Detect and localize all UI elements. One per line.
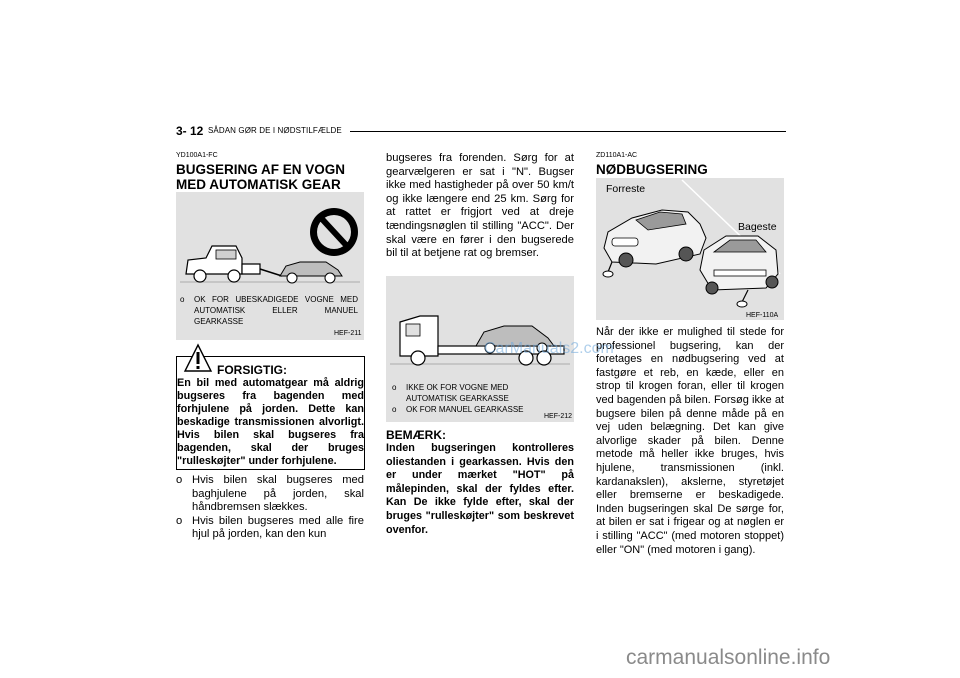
label-front: Forreste — [606, 183, 646, 195]
bullet-item: o Hvis bilen bugseres med alle fire hjul på jorden, kan den kun — [176, 514, 364, 541]
figure-id: HEF-212 — [544, 413, 573, 420]
car-front-rear-illustration — [596, 178, 784, 320]
figure-id: HEF-211 — [334, 330, 362, 337]
figure-hef-211 — [176, 192, 364, 340]
bullet-list — [176, 474, 364, 542]
figure-hef-110a — [596, 178, 784, 320]
section-heading: NØDBUGSERING — [596, 162, 708, 177]
figure-caption: OK FOR UBESKADIGEDE VOGNE MED AUTOMATISK ELLER MANUEL GEARKASSE — [194, 295, 358, 326]
bullet-item: o Hvis bilen skal bugseres med baghjulene på jorden, skal håndbremsen slækkes. — [176, 474, 364, 514]
header-rule — [350, 131, 786, 132]
watermark-footer: carmanualsonline.info — [626, 646, 831, 669]
figure-caption-line2: OK FOR MANUEL GEARKASSE — [406, 405, 524, 414]
label-rear: Bageste — [738, 221, 777, 233]
caution-text: En bil med automatgear må aldrig bugseres fra bagenden med forhjulene på jorden. Dette kan beskadige transmissionen alvorligt. Hvis bilen skal bugseres fra bagenden, skal der bruges "rulleskøjter" under forhjulene. — [177, 377, 364, 467]
emergency-towing-text: Når der ikke er mulighed til stede for professionel bugsering, kan der foretages en nødbugsering ved at fastgøre et reb, en kæde, eller en strop til krogen foran, eller til krogen ved bagenden på bilen. Forsøg ikke at bugsere bilen på denne måde på en vej uden belægning. Det kan give alvorlige skader på bilen. Denne metode må heller ikke bruges, hvis hjulene, transmissionen (inkl. kardanakslen), akslerne, styretøjet eller bremserne er beskadigede. Inden bugseringen skal De sørge for, at bilen er sat i frigear og at nøglen er i stilling "ACC" (med motoren stoppet) eller "ON" (med motoren i gang). — [596, 326, 784, 556]
section-code: ZD110A1-AC — [596, 152, 638, 159]
caution-title: FORSIGTIG: — [217, 363, 287, 377]
section-code: YD100A1-FC — [176, 152, 218, 159]
figure-caption-mark: o — [392, 405, 397, 414]
figure-caption-line1: IKKE OK FOR VOGNE MED AUTOMATISK GEARKASSE — [406, 383, 509, 403]
figure-caption-mark: o — [180, 295, 185, 304]
caution-box — [176, 356, 365, 470]
continued-text: bugseres fra forenden. Sørg for at gearvælgeren er sat i "N". Bugser ikke med hastigheder på over 50 km/t og ikke længere end 25 km. Sørg for at rattet er frigjort ved at dreje tændingsnøglen til stilling "ACC". Der skal være en fører i den bugserede bil til at betjene rat og bremser. — [386, 152, 574, 260]
page-number: 3- 12 — [176, 124, 204, 138]
running-header: SÅDAN GØR DE I NØDSTILFÆLDE — [208, 126, 342, 135]
warning-triangle-icon — [183, 343, 213, 373]
figure-id: HEF-110A — [746, 312, 779, 319]
watermark-mid: CarManuals2.com — [484, 340, 614, 357]
figure-caption-mark: o — [392, 383, 397, 392]
note-text: Inden bugseringen kontrolleres oliestanden i gearkassen. Hvis den er under mærket "HOT" på målepinden, skal der fyldes efter. Kan De ikke fylde efter, skal der bruges "rulleskøjter" som beskrevet ovenfor. — [386, 442, 574, 536]
section-heading: BUGSERING AF EN VOGN MED AUTOMATISK GEAR — [176, 162, 346, 192]
note-title: BEMÆRK: — [386, 428, 446, 442]
